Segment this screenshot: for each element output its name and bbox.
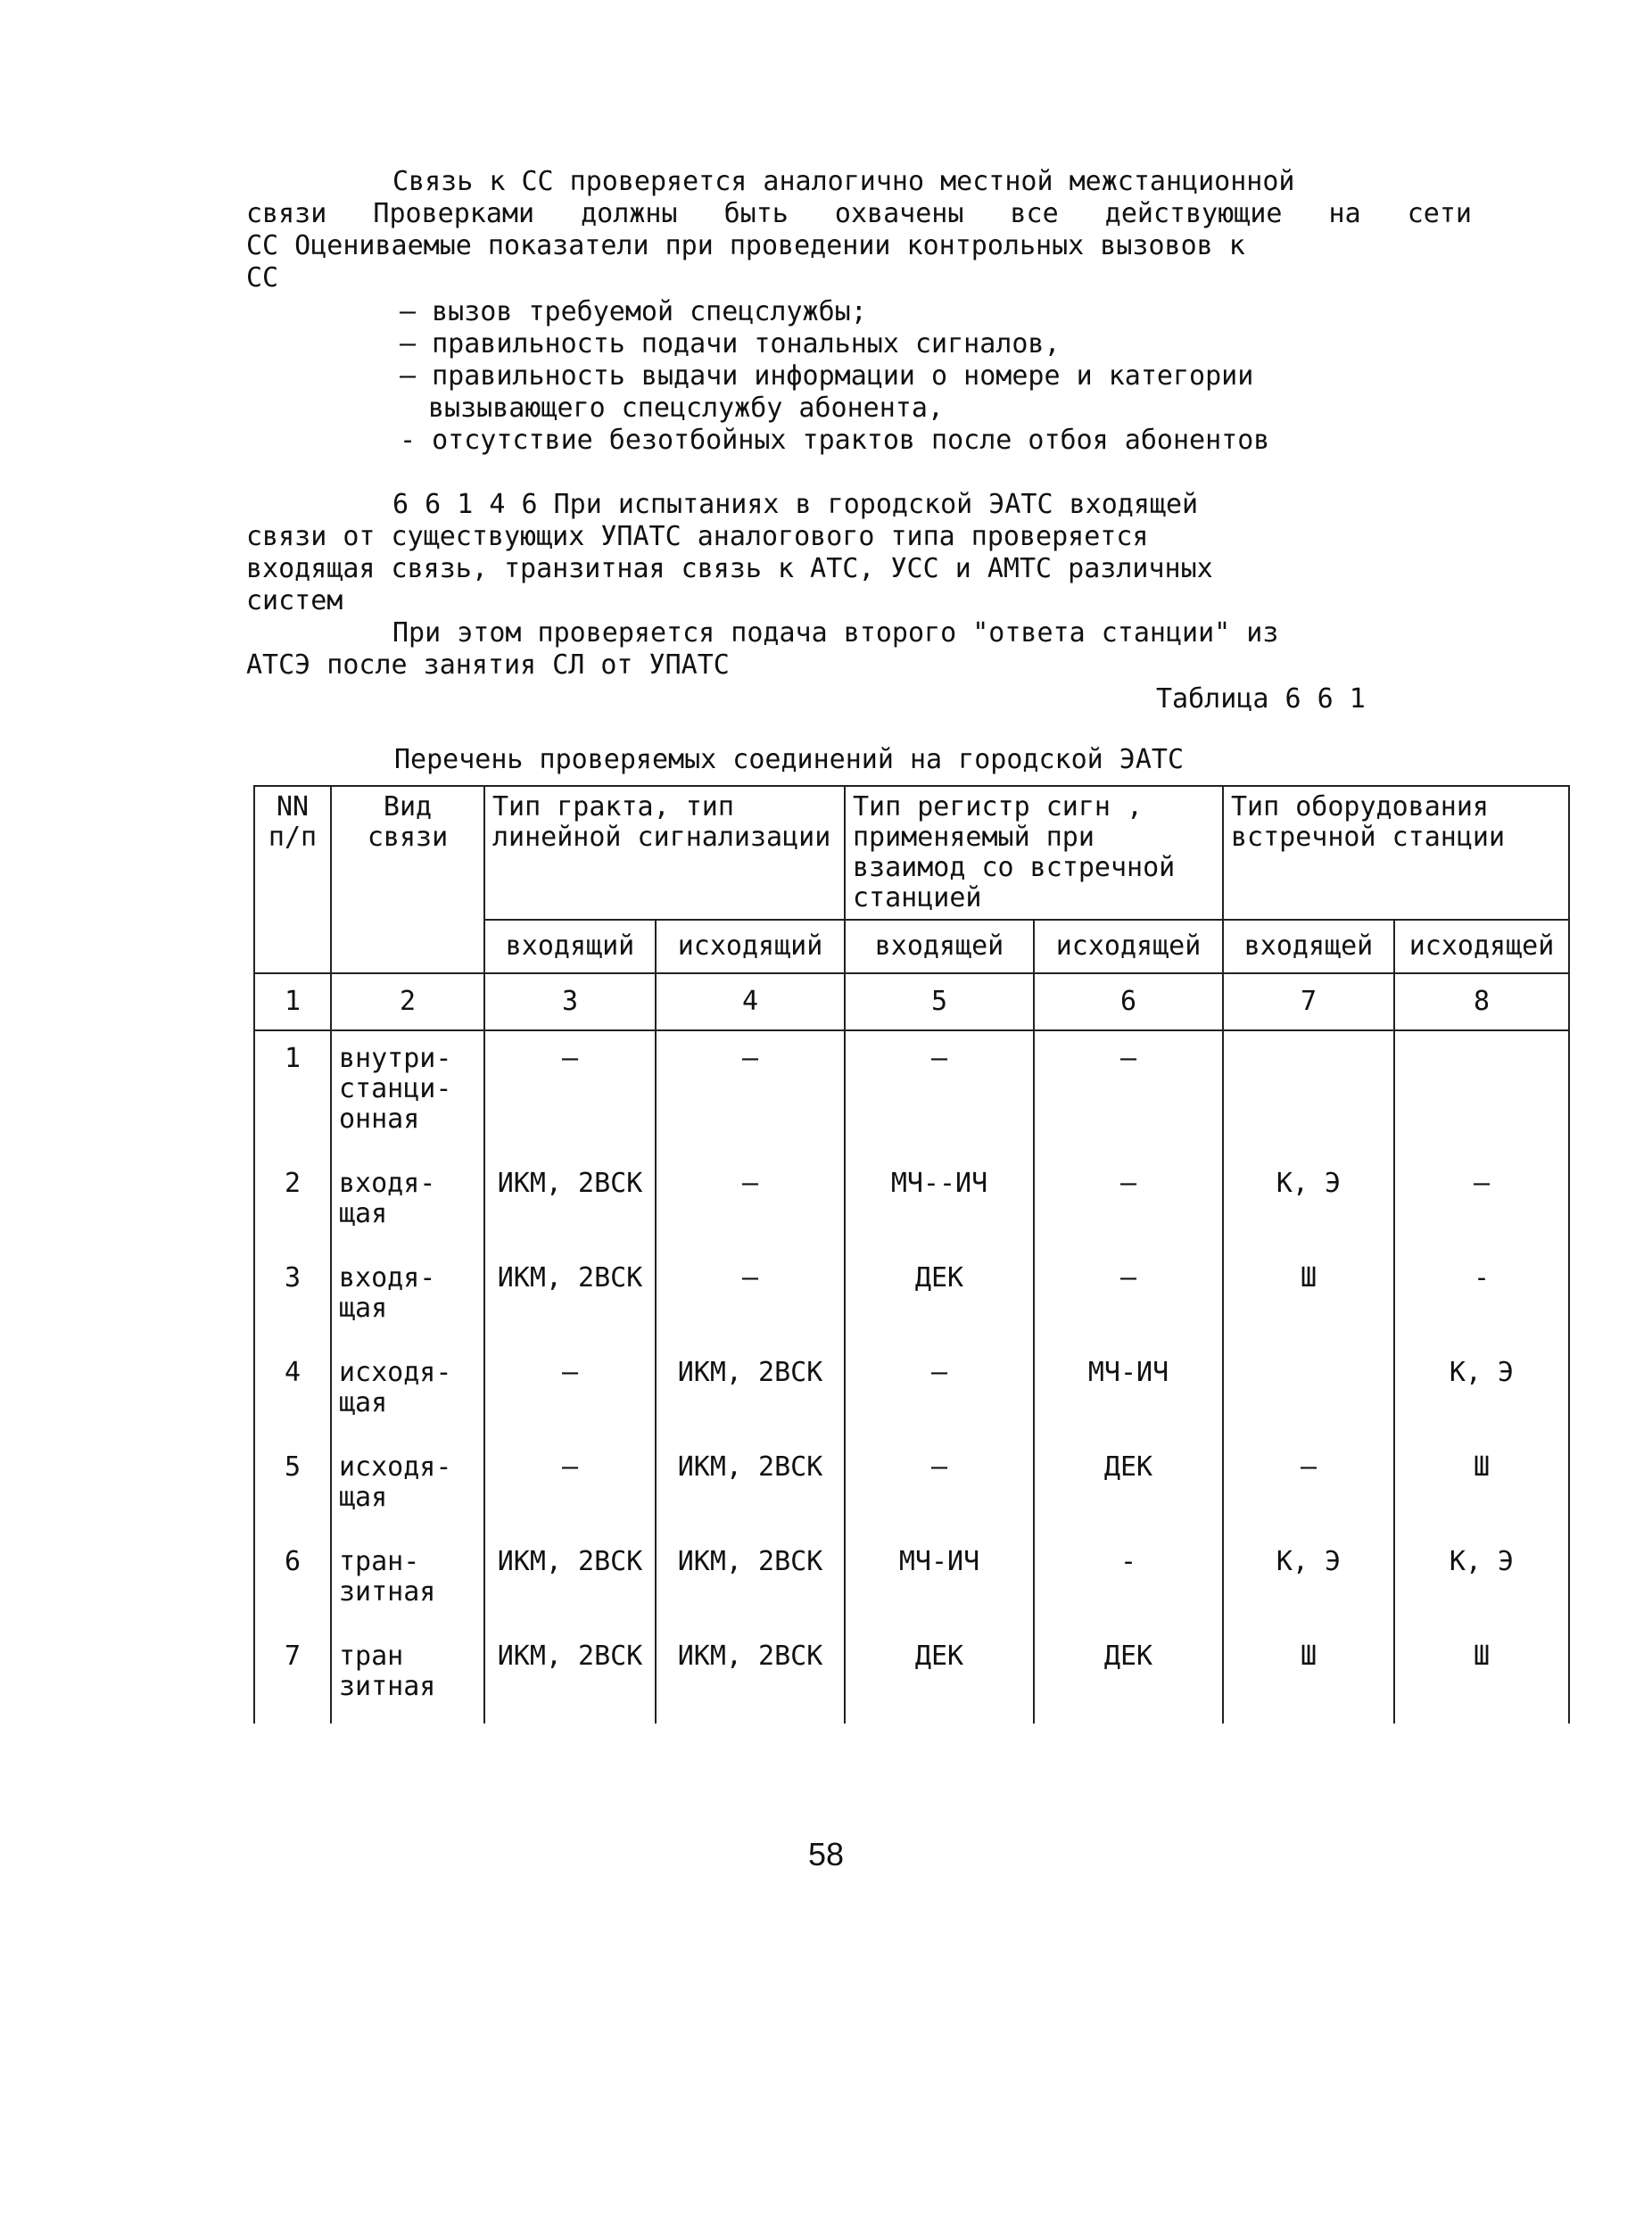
table-row — [254, 1156, 1569, 1251]
table-cell: – — [484, 1440, 656, 1534]
table-cell: ИКМ, 2ВСК — [484, 1251, 656, 1345]
table-header-row — [254, 786, 1569, 920]
table-cell: Ш — [1223, 1251, 1394, 1345]
table-row — [254, 1251, 1569, 1345]
column-number: 4 — [656, 973, 845, 1030]
table-cell: ИКМ, 2ВСК — [484, 1534, 656, 1629]
connection-type-cell: исходя-щая — [331, 1440, 484, 1534]
table-cell: – — [1034, 1251, 1223, 1345]
table-cell: – — [845, 1345, 1034, 1440]
table-body — [254, 1030, 1569, 1724]
connection-type-cell: входя-щая — [331, 1156, 484, 1251]
table-cell: Ш — [1223, 1629, 1394, 1724]
connections-table — [253, 785, 1570, 1724]
column-number: 3 — [484, 973, 656, 1030]
p1-line-1-text: Связь к СС проверяется аналогично местной межстанционной — [392, 166, 1295, 197]
table-cell — [1223, 1345, 1394, 1440]
table-cell: ИКМ, 2ВСК — [656, 1440, 845, 1534]
connection-type-cell: тран-зитная — [331, 1534, 484, 1629]
row-number-cell: 1 — [254, 1030, 331, 1156]
p1-line-3: СС Оцениваемые показатели при проведении контрольных вызовов к — [246, 230, 1245, 261]
connection-type-cell: входя-щая — [331, 1251, 484, 1345]
table-cell: МЧ-ИЧ — [1034, 1345, 1223, 1440]
table-cell: – — [1034, 1156, 1223, 1251]
table-cell: – — [484, 1345, 656, 1440]
row-number-cell: 6 — [254, 1534, 331, 1629]
table-cell: К, Э — [1394, 1534, 1569, 1629]
header-type: Вид связи — [331, 786, 484, 973]
page-number: 58 — [807, 1836, 845, 1872]
p3-line-1: При этом проверяется подача второго "ответа станции" из — [392, 617, 1279, 649]
table-row — [254, 1534, 1569, 1629]
table-cell: – — [1394, 1156, 1569, 1251]
table-cell: ИКМ, 2ВСК — [656, 1345, 845, 1440]
table-row — [254, 1629, 1569, 1724]
table-label: Таблица 6 6 1 — [1156, 683, 1366, 715]
header-equipment: Тип оборудования встречной станции — [1223, 786, 1569, 920]
subheader: входящей — [845, 920, 1034, 973]
p2-line-3: входящая связь, транзитная связь к АТС, УСС и АМТС различных — [246, 553, 1213, 584]
row-number-cell: 7 — [254, 1629, 331, 1724]
table-cell: ДЕК — [845, 1251, 1034, 1345]
table-cell: К, Э — [1223, 1534, 1394, 1629]
table-title: Перечень проверяемых соединений на городской ЭАТС — [394, 744, 1185, 775]
p1-line-4: СС — [246, 262, 279, 293]
column-number: 7 — [1223, 973, 1394, 1030]
subheader: входящий — [484, 920, 656, 973]
table-cell: МЧ--ИЧ — [845, 1156, 1034, 1251]
list-item: вызывающего спецслужбу абонента, — [428, 393, 944, 424]
list-item: – вызов требуемой спецслужбы; — [400, 296, 867, 327]
list-item: – правильность выдачи информации о номере и категории — [400, 360, 1254, 392]
table-row — [254, 1030, 1569, 1156]
table-cell: – — [484, 1030, 656, 1156]
header-tract: Тип гракта, тип линейной сигнализации — [484, 786, 845, 920]
row-number-cell: 5 — [254, 1440, 331, 1534]
table-cell: ДЕК — [1034, 1629, 1223, 1724]
subheader: исходящей — [1394, 920, 1569, 973]
row-number-cell: 2 — [254, 1156, 331, 1251]
list-item: - отсутствие безотбойных трактов после отбоя абонентов — [400, 425, 1270, 456]
connection-type-cell: внутри-станци-онная — [331, 1030, 484, 1156]
table-cell: – — [1034, 1030, 1223, 1156]
p1-line-1 — [392, 166, 1472, 198]
header-register: Тип регистр сигн , применяемый при взаимод со встречной станцией — [845, 786, 1223, 920]
table-cell: ДЕК — [1034, 1440, 1223, 1534]
table-cell: – — [656, 1030, 845, 1156]
table-cell: – — [845, 1030, 1034, 1156]
subheader: исходящей — [1034, 920, 1223, 973]
row-number-cell: 4 — [254, 1345, 331, 1440]
subheader: входящей — [1223, 920, 1394, 973]
p2-line-1: 6 6 1 4 6 При испытаниях в городской ЭАТС входящей — [392, 489, 1199, 520]
column-number: 1 — [254, 973, 331, 1030]
table-cell: – — [656, 1156, 845, 1251]
p3-line-2: АТСЭ после занятия СЛ от УПАТС — [246, 649, 730, 681]
table-cell: ИКМ, 2ВСК — [484, 1156, 656, 1251]
table-cell: - — [1034, 1534, 1223, 1629]
table-cell: ИКМ, 2ВСК — [656, 1534, 845, 1629]
p1-line-2: связи Проверками должны быть охвачены все действующие на сети — [246, 198, 1472, 229]
table-cell — [1394, 1030, 1569, 1156]
table-cell: ИКМ, 2ВСК — [484, 1629, 656, 1724]
subheader: исходящий — [656, 920, 845, 973]
table-cell: – — [1223, 1440, 1394, 1534]
connection-type-cell: исходя-щая — [331, 1345, 484, 1440]
p2-line-2: связи от существующих УПАТС аналогового типа проверяется — [246, 521, 1149, 552]
connection-type-cell: тран зитная — [331, 1629, 484, 1724]
table-cell: ИКМ, 2ВСК — [656, 1629, 845, 1724]
table-cell: ДЕК — [845, 1629, 1034, 1724]
column-number: 2 — [331, 973, 484, 1030]
header-num: NN п/п — [254, 786, 331, 973]
table-cell: - — [1394, 1251, 1569, 1345]
table-cell: К, Э — [1394, 1345, 1569, 1440]
table-cell: Ш — [1394, 1629, 1569, 1724]
column-number: 8 — [1394, 973, 1569, 1030]
column-numbers-row — [254, 973, 1569, 1030]
row-number-cell: 3 — [254, 1251, 331, 1345]
table-cell — [1223, 1030, 1394, 1156]
table-cell: Ш — [1394, 1440, 1569, 1534]
p2-line-4: систем — [246, 585, 343, 616]
table-cell: МЧ-ИЧ — [845, 1534, 1034, 1629]
table-row — [254, 1440, 1569, 1534]
list-item: – правильность подачи тональных сигналов, — [400, 328, 1061, 360]
table-row — [254, 1345, 1569, 1440]
column-number: 6 — [1034, 973, 1223, 1030]
table-cell: – — [656, 1251, 845, 1345]
table-cell: К, Э — [1223, 1156, 1394, 1251]
column-number: 5 — [845, 973, 1034, 1030]
table-cell: – — [845, 1440, 1034, 1534]
